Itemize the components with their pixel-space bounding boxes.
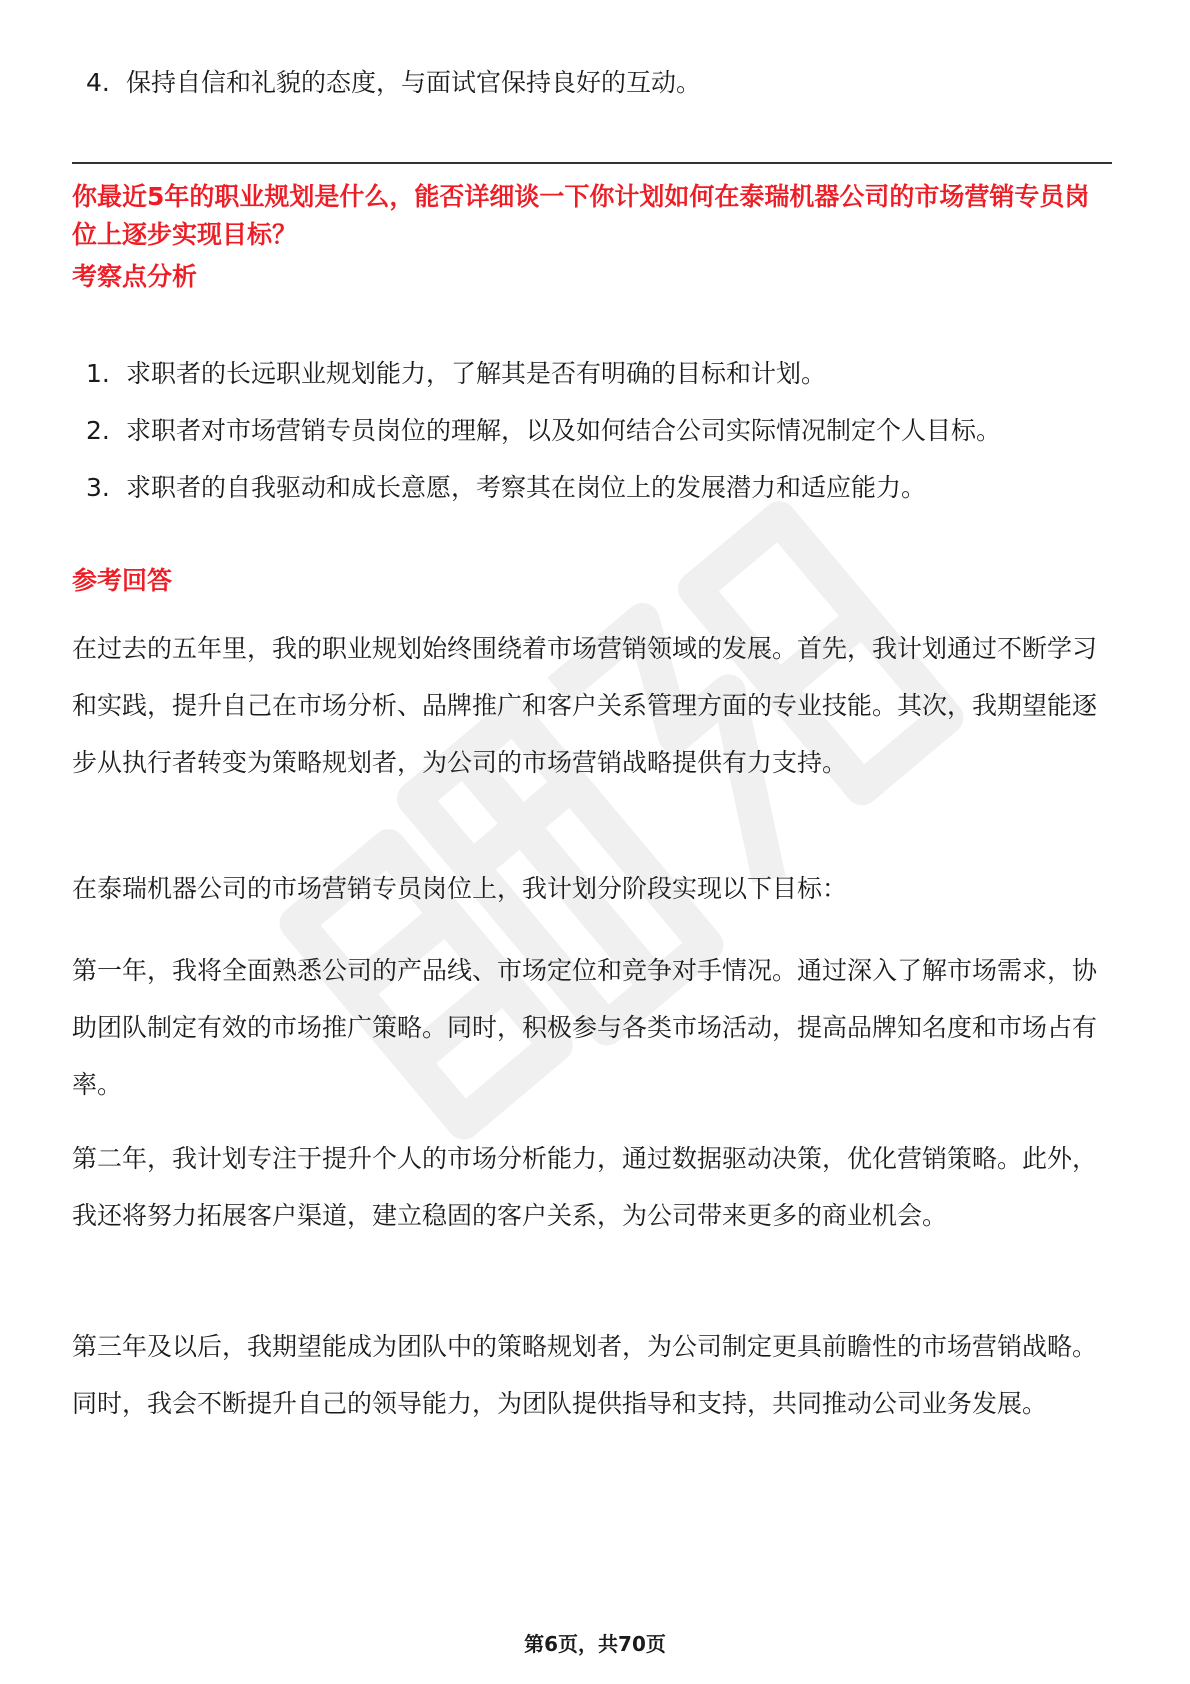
list-item-text: 保持自信和礼貌的态度，与面试官保持良好的互动。 [126,68,702,97]
analysis-list [72,345,1112,516]
list-item-number: 1. [86,359,110,388]
list-item-number: 2. [86,416,110,445]
answer-paragraph: 在过去的五年里，我的职业规划始终围绕着市场营销领域的发展。首先，我计划通过不断学习和实践，提升自己在市场分析、品牌推广和客户关系管理方面的专业技能。其次，我期望能逐步从执行者转变为策略规划者，为公司的市场营销战略提供有力支持。 [72,634,1098,777]
question-title: 你最近5年的职业规划是什么，能否详细谈一下你计划如何在泰瑞机器公司的市场营销专员岗位上逐步实现目标？ [72,182,1090,249]
list-item-text: 求职者的自我驱动和成长意愿，考察其在岗位上的发展潜力和适应能力。 [126,473,927,502]
section-divider [72,162,1112,164]
reference-heading: 参考回答 [72,566,173,595]
list-item-text: 求职者的长远职业规划能力，了解其是否有明确的目标和计划。 [126,359,827,388]
list-item-number: 3. [86,473,110,502]
answer-paragraph: 在泰瑞机器公司的市场营销专员岗位上，我计划分阶段实现以下目标： [72,874,848,903]
list-item [72,345,1112,402]
answer-paragraph: 第一年，我将全面熟悉公司的产品线、市场定位和竞争对手情况。通过深入了解市场需求，协助团队制定有效的市场推广策略。同时，积极参与各类市场活动，提高品牌知名度和市场占有率。 [72,956,1098,1099]
page-number: 第6页，共70页 [524,1632,666,1656]
list-item [72,402,1112,459]
list-item-text: 求职者对市场营销专员岗位的理解，以及如何结合公司实际情况制定个人目标。 [126,416,1002,445]
answer-paragraph: 第三年及以后，我期望能成为团队中的策略规划者，为公司制定更具前瞻性的市场营销战略。同时，我会不断提升自己的领导能力，为团队提供指导和支持，共同推动公司业务发展。 [72,1332,1098,1418]
analysis-heading: 考察点分析 [72,262,198,291]
list-item-number: 4. [86,68,110,97]
answer-paragraph: 第二年，我计划专注于提升个人的市场分析能力，通过数据驱动决策，优化营销策略。此外，我还将努力拓展客户渠道，建立稳固的客户关系，为公司带来更多的商业机会。 [72,1144,1098,1230]
list-item [72,459,1112,516]
list-item [72,54,1166,111]
